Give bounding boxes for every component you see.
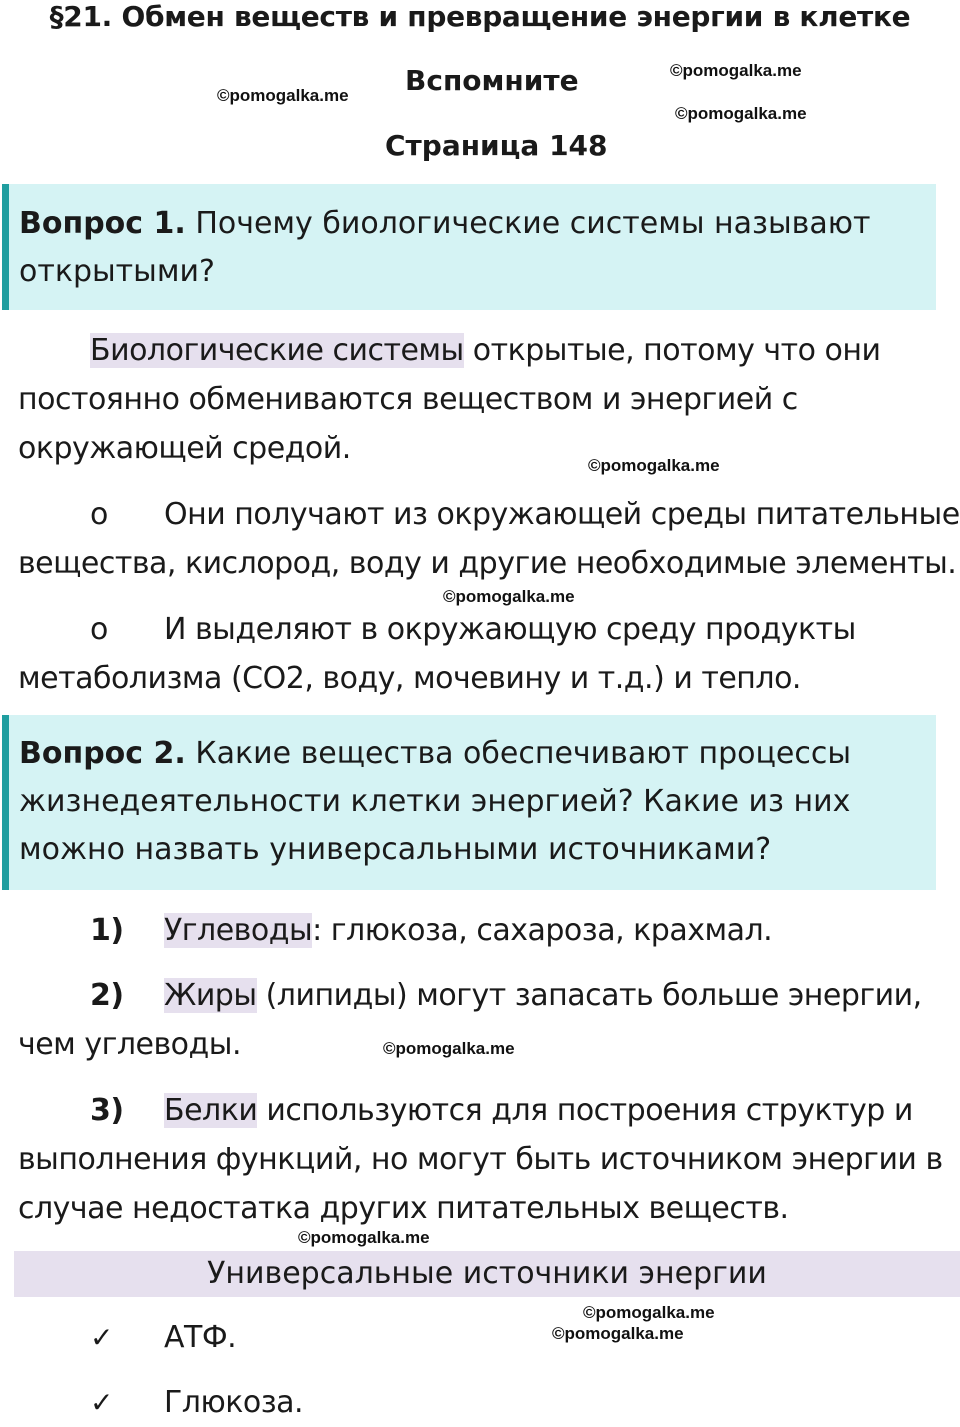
watermark: ©pomogalka.me [217, 86, 349, 105]
item-highlight: Жиры [164, 978, 257, 1013]
item-text: (липиды) могут запасать больше энергии, чем углеводы. [18, 978, 922, 1062]
watermark: ©pomogalka.me [670, 61, 802, 80]
answer-2-item [18, 906, 960, 955]
page-title: §21. Обмен веществ и превращение энергии в клетке [49, 0, 911, 33]
watermark: ©pomogalka.me [383, 1039, 515, 1058]
check-icon: ✓ [90, 1321, 113, 1354]
watermark: ©pomogalka.me [588, 456, 720, 475]
answer-1-highlight: Биологические системы [90, 333, 464, 368]
question-2-box [2, 715, 936, 890]
universal-item-text: АТФ. [164, 1320, 237, 1355]
question-2-text: Какие вещества обеспечивают процессы жизнедеятельности клетки энергией? Какие из них можно назвать универсальными источниками? [19, 736, 852, 867]
item-number: 1) [90, 913, 124, 948]
answer-1-paragraph [18, 326, 960, 473]
answer-1-bullet [18, 605, 960, 703]
question-2-label: Вопрос 2. [19, 736, 186, 771]
question-1-box [2, 184, 936, 310]
item-number: 2) [90, 978, 124, 1013]
item-highlight: Белки [164, 1093, 258, 1128]
answer-1-text: открытые, потому что они постоянно обмениваются веществом и энергией с окружающей средой. [18, 333, 881, 466]
bullet-text: Они получают из окружающей среды питательные вещества, кислород, воду и другие необходимые элементы. [18, 497, 960, 581]
answer-1-bullet [18, 490, 960, 588]
page-number: Страница 148 [385, 129, 608, 162]
question-1-text: Почему биологические системы называют открытыми? [19, 206, 871, 289]
check-icon: ✓ [90, 1386, 113, 1419]
universal-item-text: Глюкоза. [164, 1385, 304, 1420]
item-text: : глюкоза, сахароза, крахмал. [312, 913, 773, 948]
universal-item [18, 1313, 960, 1362]
universal-sources-heading: Универсальные источники энергии [14, 1251, 960, 1297]
answer-2-item [18, 1086, 960, 1233]
item-number: 3) [90, 1093, 124, 1128]
bullet-text: И выделяют в окружающую среду продукты метаболизма (CO2, воду, мочевину и т.д.) и тепло. [18, 612, 856, 696]
watermark: ©pomogalka.me [298, 1228, 430, 1247]
item-highlight: Углеводы [164, 913, 313, 948]
watermark: ©pomogalka.me [443, 587, 575, 606]
universal-item [18, 1378, 960, 1427]
recall-heading: Вспомните [405, 64, 579, 97]
watermark: ©pomogalka.me [675, 104, 807, 123]
bullet-marker: o [90, 497, 108, 532]
watermark: ©pomogalka.me [583, 1303, 715, 1322]
question-1-label: Вопрос 1. [19, 206, 186, 241]
watermark: ©pomogalka.me [552, 1324, 684, 1343]
bullet-marker: o [90, 612, 108, 647]
item-text: используются для построения структур и выполнения функций, но могут быть источником энергии в случае недостатка других питательных веществ. [18, 1093, 943, 1226]
